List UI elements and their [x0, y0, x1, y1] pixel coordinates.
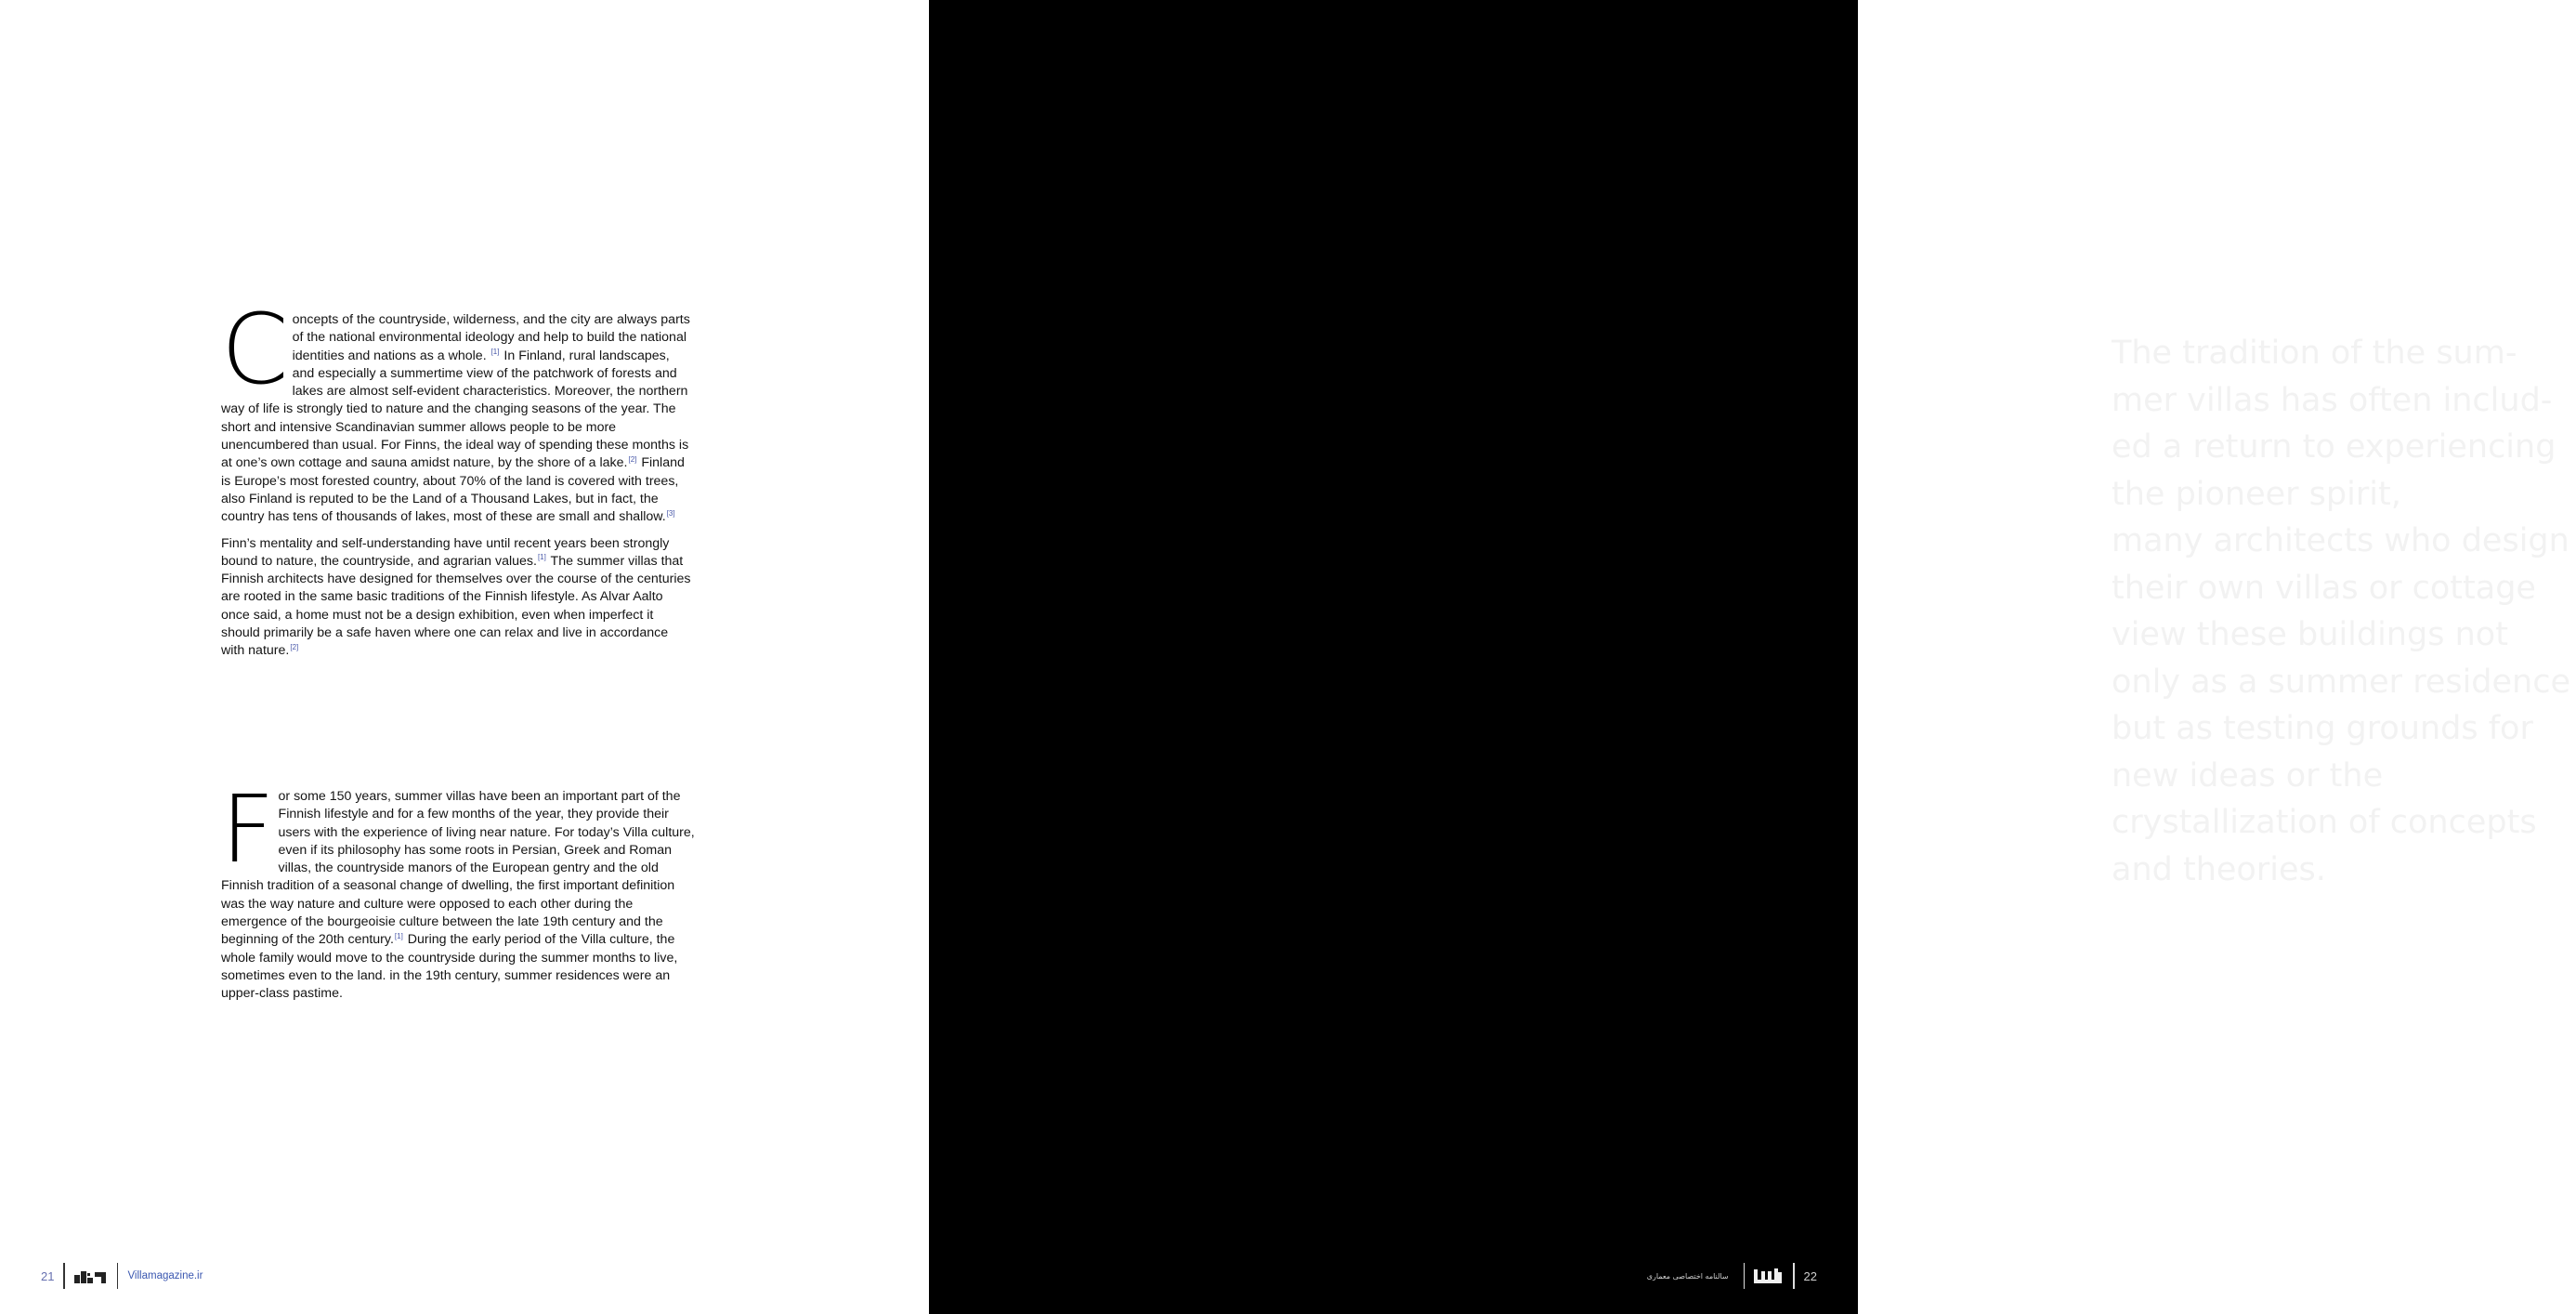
left-page: [0, 0, 929, 1314]
footnote-link[interactable]: [2]: [628, 454, 637, 464]
footnote-link[interactable]: [2]: [290, 642, 299, 651]
divider: [63, 1263, 65, 1289]
article-summer-villas: [221, 775, 695, 1012]
paragraph: Finn’s mentality and self-understanding have until recent years been strongly bound to nature, the countryside, and agrarian values.[1] The summer villas that Finnish architects have designed for themselves over the course of the centuries are rooted in the same basic traditions of the Finnish lifestyle. As Alvar Aalto once said, a home must not be a design exhibition, even when imperfect it should primarily be a safe haven where one can relax and live in accordance with nature.[2]: [221, 535, 691, 659]
paragraph: or some 150 years, summer villas have been an important part of the Finnish lifestyle and for a few months of the year, they provide their users with the experience of living near nature. For today’s Villa culture, even if its philosophy has some roots in Persian, Greek and Roman villas, the countryside manors of the European gentry and the old Finnish tradition of a seasonal change of dwelling, the first important definition was the way nature and culture were opposed to each other during the emergence of the bourgeoisie culture between the late 19th century and the beginning of the 20th century.[1] During the early period of the Villa culture, the whole family would move to the countryside during the summer months to live, sometimes even to the land. in the 19th century, summer residences were an upper-class pastime.: [221, 789, 695, 1002]
pull-quote-line: the pioneer spirit,: [2112, 475, 2401, 513]
pull-quote-line: but as testing grounds for: [2112, 710, 2533, 747]
right-page: [929, 0, 2571, 1314]
pull-quote-line: The tradition of the sum-: [2112, 335, 2517, 372]
pull-quote-line: their own villas or cottage: [2112, 569, 2536, 607]
pull-quote-line: mer villas has often includ-: [2112, 381, 2553, 419]
footnote-link[interactable]: [1]: [490, 347, 500, 356]
magazine-logo-icon: [74, 1268, 108, 1283]
website-link[interactable]: Villamagazine.ir: [127, 1270, 203, 1281]
divider: [117, 1263, 119, 1289]
pull-quote-line: only as a summer residence: [2112, 663, 2571, 701]
pull-quote-line: new ideas or the: [2112, 756, 2384, 795]
footnote-link[interactable]: [1]: [394, 931, 403, 940]
article-finnish-landscape: [221, 293, 695, 669]
villa-logo-icon: [1754, 1267, 1784, 1285]
pull-quote-line: ed a return to experiencing: [2112, 428, 2556, 466]
magazine-tagline: سالنامه اختصاصی معماری: [1646, 1271, 1729, 1281]
pull-quote-line: and theories.: [2112, 850, 2326, 888]
drop-cap: C: [221, 293, 289, 406]
footer-left: [41, 1262, 203, 1290]
pull-quote: [2112, 330, 2576, 893]
page-number: 22: [1803, 1268, 1817, 1283]
paragraph: oncepts of the countryside, wilderness, and the city are always parts of the national environmental ideology and help to build the national identities and nations as a whole. [1] In Finland, rural landscapes, and especially a summertime view of the patchwork of forests and lakes are almost self-evident characteristics. Moreover, the northern way of life is strongly tied to nature and the changing seasons of the year. The short and intensive Scandinavian summer allows people to be more unencumbered than usual. For Finns, the ideal way of spending these months is at one’s own cottage and sauna amidst nature, by the shore of a lake.[2] Finland is Europe’s most forested country, about 70% of the land is covered with trees, also Finland is reputed to be the Land of a Thousand Lakes, but in fact, the country has tens of thousands of lakes, most of these are small and shallow.[3]: [221, 312, 690, 525]
divider: [1744, 1263, 1746, 1289]
page-number: 21: [41, 1268, 55, 1283]
footnote-link[interactable]: [3]: [666, 508, 675, 518]
pull-quote-line: view these buildings not: [2112, 616, 2508, 653]
footer-right: [1647, 1262, 1817, 1290]
divider: [1793, 1263, 1795, 1289]
footnote-link[interactable]: [1]: [537, 553, 546, 562]
pull-quote-line: many architects who design: [2112, 522, 2569, 559]
drop-cap: F: [221, 775, 275, 884]
pull-quote-line: crystallization of concepts: [2112, 804, 2537, 841]
